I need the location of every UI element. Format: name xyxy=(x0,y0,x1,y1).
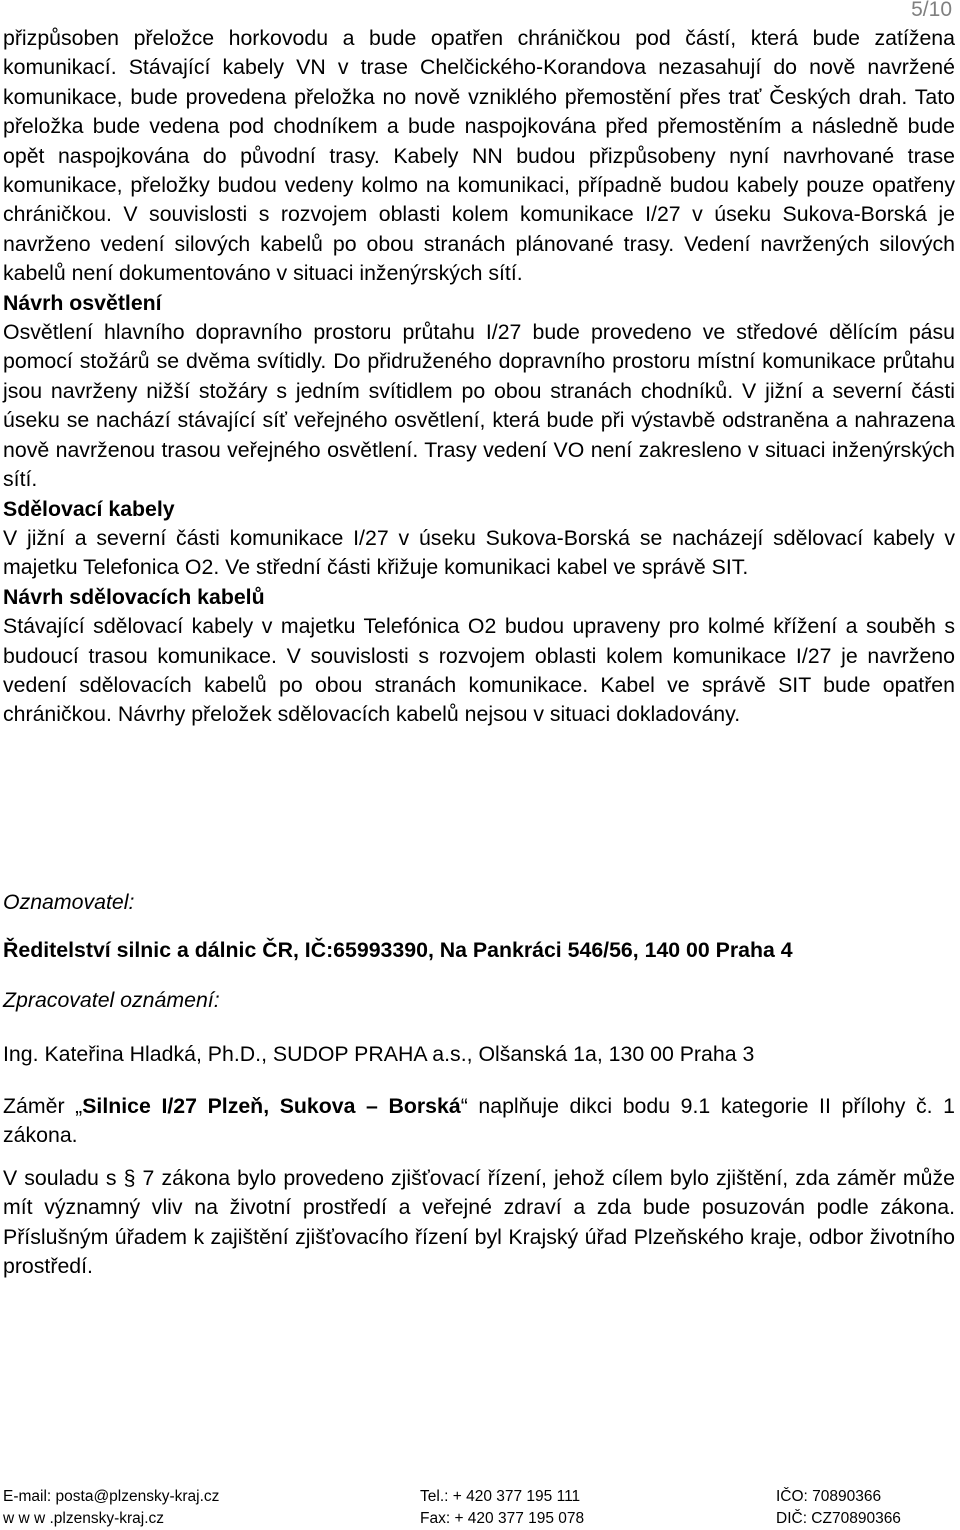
notifier-value: Ředitelství silnic a dálnic ČR, IČ:65993390, Na Pankráci 546/56, 140 00 Praha 4 xyxy=(3,938,793,962)
conclusion-paragraph: V souladu s § 7 zákona bylo provedeno zjišťovací řízení, jehož cílem bylo zjištění, zda záměr může mít významný vliv na životní prostředí a veřejné zdraví a zda bude posuzován podle zákona. Příslušným úřadem k zajištění zjišťovacího řízení byl Krajský úřad Plzeňského kraje, odbor životního prostředí. xyxy=(3,1166,955,1279)
intro-paragraph: přizpůsoben přeložce horkovodu a bude opatřen chráničkou pod částí, která bude zatížena komunikací. Stávající kabely VN v trase Chelčického-Korandova nezasahují do nově navržené komunikace, bude provedena přeložka no nově vzniklého přemostění přes trať Českých drah. Tato přeložka bude vedena pod chodníkem a bude naspojkována před přemostěním a následně bude opět naspojkována do původní trasy. Kabely NN budou přizpůsobeny nyní navrhované trase komunikace, přeložky budou vedeny kolmo na komunikaci, případně budou kabely pouze opatřeny chráničkou. V souvislosti s rozvojem oblasti kolem komunikace I/27 v úseku Sukova-Borská je navrženo vedení silových kabelů po obou stranách plánované trasy. Vedení navržených silových kabelů není dokumentováno v situaci inženýrských sítí. xyxy=(3,26,955,286)
footer-dic: DIČ: CZ70890366 xyxy=(776,1510,901,1527)
section-paragraph-telecom: V jižní a severní části komunikace I/27 v úseku Sukova-Borská se nacházejí sdělovací kabely v majetku Telefonica O2. Ve střední části křižuje komunikaci kabel ve správě SIT. xyxy=(3,525,955,580)
document-body xyxy=(3,24,955,730)
processor-value: Ing. Kateřina Hladká, Ph.D., SUDOP PRAHA a.s., Olšanská 1a, 130 00 Praha 3 xyxy=(3,1042,755,1066)
section-heading-lighting: Návrh osvětlení xyxy=(3,290,162,315)
section-heading-telecom: Sdělovací kabely xyxy=(3,496,175,521)
footer-tel: Tel.: + 420 377 195 111 xyxy=(420,1488,581,1505)
section-paragraph-lighting: Osvětlení hlavního dopravního prostoru průtahu I/27 bude provedeno ve středové dělícím pásu pomocí stožárů se dvěma svítidly. Do přidruženého dopravního prostoru místní komunikace průtahu jsou navrženy nižší stožáry s jedním svítidlem po obou stranách chodníků. V jižní a severní části úseku se nachází stávající síť veřejného osvětlení, která bude při výstavbě odstraněna a nahrazena nově navrženou trasou veřejného osvětlení. Trasy vedení VO není zakresleno v situaci inženýrských sítí. xyxy=(3,320,955,492)
intent-statement xyxy=(3,1092,955,1151)
page-number: 5/10 xyxy=(911,0,952,21)
intent-prefix: Záměr „ xyxy=(3,1094,83,1118)
processor-label: Zpracovatel oznámení: xyxy=(3,988,220,1012)
footer-email[interactable]: E-mail: posta@plzensky-kraj.cz xyxy=(3,1488,220,1505)
footer-ico: IČO: 70890366 xyxy=(776,1488,882,1505)
intent-name: Silnice I/27 Plzeň, Sukova – Borská xyxy=(82,1094,461,1118)
footer-web[interactable]: w w w .plzensky-kraj.cz xyxy=(3,1510,165,1527)
section-paragraph-telecom-design: Stávající sdělovací kabely v majetku Telefónica O2 budou upraveny pro kolmé křížení a souběh s budoucí trasou komunikace. V souvislosti s rozvojem oblasti kolem komunikace I/27 je navrženo vedení sdělovacích kabelů po obou stranách komunikace. Kabel ve správě SIT bude opatřen chráničkou. Návrhy přeložek sdělovacích kabelů nejsou v situaci dokladovány. xyxy=(3,614,955,727)
footer-fax: Fax: + 420 377 195 078 xyxy=(420,1510,585,1527)
notifier-label: Oznamovatel: xyxy=(3,890,135,914)
section-heading-telecom-design: Návrh sdělovacích kabelů xyxy=(3,584,265,609)
intent-suffix: “ naplňuje dikci bodu 9.1 kategorie II přílohy č. 1 zákona. xyxy=(3,1094,955,1148)
